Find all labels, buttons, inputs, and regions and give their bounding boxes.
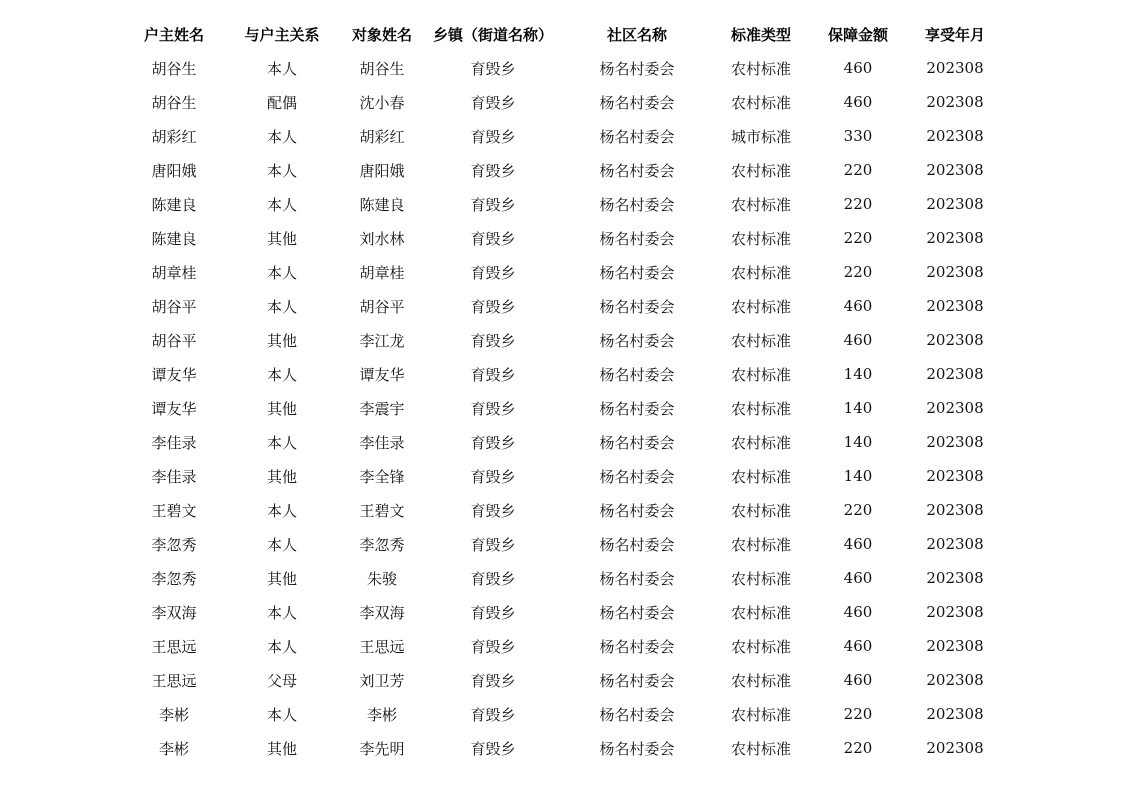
relationship-cell: 本人	[266, 705, 297, 724]
community-cell: 杨名村委会	[599, 535, 675, 554]
header-standard-type: 标准类型	[730, 25, 791, 44]
amount-cell: 460	[843, 603, 873, 621]
amount-cell: 330	[843, 127, 873, 145]
recipient-name-cell: 王思远	[359, 637, 405, 656]
community-cell: 杨名村委会	[599, 467, 675, 486]
month-cell: 202308	[926, 705, 984, 723]
community-cell: 杨名村委会	[599, 705, 675, 724]
amount-cell: 140	[843, 399, 873, 417]
amount-cell: 460	[843, 671, 873, 689]
relationship-cell: 本人	[266, 637, 297, 656]
household-head-name-cell: 胡谷生	[151, 93, 197, 112]
township-cell: 育毁乡	[470, 399, 516, 418]
recipient-name-cell: 李佳录	[359, 433, 405, 452]
recipient-name-cell: 李震宇	[359, 399, 405, 418]
household-head-name-cell: 李佳录	[151, 467, 197, 486]
header-township: 乡镇（街道名称）	[432, 25, 553, 44]
table-row	[120, 595, 1000, 629]
community-cell: 杨名村委会	[599, 637, 675, 656]
table-row	[120, 391, 1000, 425]
community-cell: 杨名村委会	[599, 569, 675, 588]
standard-type-cell: 农村标准	[730, 229, 791, 248]
standard-type-cell: 农村标准	[730, 603, 791, 622]
standard-type-cell: 农村标准	[730, 739, 791, 758]
table-row	[120, 289, 1000, 323]
relationship-cell: 其他	[266, 467, 297, 486]
community-cell: 杨名村委会	[599, 229, 675, 248]
amount-cell: 140	[843, 365, 873, 383]
amount-cell: 220	[843, 263, 873, 281]
relationship-cell: 其他	[266, 331, 297, 350]
township-cell: 育毁乡	[470, 365, 516, 384]
township-cell: 育毁乡	[470, 433, 516, 452]
standard-type-cell: 农村标准	[730, 93, 791, 112]
recipient-name-cell: 谭友华	[359, 365, 405, 384]
recipient-name-cell: 胡章桂	[359, 263, 405, 282]
relationship-cell: 本人	[266, 365, 297, 384]
household-head-name-cell: 王思远	[151, 671, 197, 690]
recipient-name-cell: 唐阳娥	[359, 161, 405, 180]
relationship-cell: 本人	[266, 297, 297, 316]
amount-cell: 460	[843, 93, 873, 111]
month-cell: 202308	[926, 297, 984, 315]
recipient-name-cell: 沈小春	[359, 93, 405, 112]
recipient-name-cell: 李彬	[366, 705, 397, 724]
table-row	[120, 663, 1000, 697]
standard-type-cell: 农村标准	[730, 331, 791, 350]
relationship-cell: 本人	[266, 263, 297, 282]
amount-cell: 220	[843, 229, 873, 247]
recipient-name-cell: 李全锋	[359, 467, 405, 486]
relationship-cell: 本人	[266, 535, 297, 554]
table-row	[120, 51, 1000, 85]
table-row	[120, 323, 1000, 357]
month-cell: 202308	[926, 501, 984, 519]
relationship-cell: 本人	[266, 127, 297, 146]
community-cell: 杨名村委会	[599, 59, 675, 78]
community-cell: 杨名村委会	[599, 331, 675, 350]
month-cell: 202308	[926, 195, 984, 213]
month-cell: 202308	[926, 399, 984, 417]
relationship-cell: 配偶	[266, 93, 297, 112]
community-cell: 杨名村委会	[599, 195, 675, 214]
household-head-name-cell: 胡谷生	[151, 59, 197, 78]
standard-type-cell: 农村标准	[730, 637, 791, 656]
month-cell: 202308	[926, 263, 984, 281]
standard-type-cell: 农村标准	[730, 161, 791, 180]
recipient-name-cell: 朱骏	[366, 569, 397, 588]
month-cell: 202308	[926, 467, 984, 485]
standard-type-cell: 农村标准	[730, 705, 791, 724]
standard-type-cell: 农村标准	[730, 569, 791, 588]
township-cell: 育毁乡	[470, 535, 516, 554]
household-head-name-cell: 胡彩红	[151, 127, 197, 146]
month-cell: 202308	[926, 535, 984, 553]
household-head-name-cell: 胡谷平	[151, 331, 197, 350]
household-head-name-cell: 谭友华	[151, 365, 197, 384]
household-head-name-cell: 李彬	[158, 739, 189, 758]
amount-cell: 220	[843, 739, 873, 757]
standard-type-cell: 农村标准	[730, 467, 791, 486]
month-cell: 202308	[926, 365, 984, 383]
recipient-name-cell: 李忽秀	[359, 535, 405, 554]
standard-type-cell: 农村标准	[730, 671, 791, 690]
township-cell: 育毁乡	[470, 161, 516, 180]
table-row	[120, 255, 1000, 289]
township-cell: 育毁乡	[470, 467, 516, 486]
amount-cell: 220	[843, 705, 873, 723]
township-cell: 育毁乡	[470, 671, 516, 690]
recipient-name-cell: 李江龙	[359, 331, 405, 350]
header-household-head-name: 户主姓名	[143, 25, 204, 44]
township-cell: 育毁乡	[470, 739, 516, 758]
table-row	[120, 697, 1000, 731]
recipient-name-cell: 胡谷平	[359, 297, 405, 316]
table-row	[120, 153, 1000, 187]
table-row	[120, 459, 1000, 493]
standard-type-cell: 农村标准	[730, 399, 791, 418]
table-row	[120, 425, 1000, 459]
amount-cell: 220	[843, 501, 873, 519]
recipient-name-cell: 胡彩红	[359, 127, 405, 146]
month-cell: 202308	[926, 161, 984, 179]
standard-type-cell: 农村标准	[730, 535, 791, 554]
recipient-name-cell: 李先明	[359, 739, 405, 758]
table-row	[120, 357, 1000, 391]
table-row	[120, 221, 1000, 255]
township-cell: 育毁乡	[470, 93, 516, 112]
community-cell: 杨名村委会	[599, 433, 675, 452]
amount-cell: 460	[843, 59, 873, 77]
community-cell: 杨名村委会	[599, 93, 675, 112]
household-head-name-cell: 李佳录	[151, 433, 197, 452]
township-cell: 育毁乡	[470, 127, 516, 146]
amount-cell: 460	[843, 569, 873, 587]
month-cell: 202308	[926, 127, 984, 145]
household-head-name-cell: 李彬	[158, 705, 189, 724]
month-cell: 202308	[926, 671, 984, 689]
relationship-cell: 其他	[266, 569, 297, 588]
month-cell: 202308	[926, 433, 984, 451]
table-row	[120, 629, 1000, 663]
standard-type-cell: 农村标准	[730, 297, 791, 316]
subsidy-roster-table	[120, 17, 1000, 765]
household-head-name-cell: 唐阳娥	[151, 161, 197, 180]
month-cell: 202308	[926, 603, 984, 621]
header-month: 享受年月	[924, 25, 985, 44]
amount-cell: 460	[843, 297, 873, 315]
community-cell: 杨名村委会	[599, 399, 675, 418]
table-row	[120, 731, 1000, 765]
standard-type-cell: 农村标准	[730, 501, 791, 520]
community-cell: 杨名村委会	[599, 297, 675, 316]
township-cell: 育毁乡	[470, 59, 516, 78]
relationship-cell: 本人	[266, 501, 297, 520]
amount-cell: 140	[843, 433, 873, 451]
month-cell: 202308	[926, 59, 984, 77]
amount-cell: 220	[843, 195, 873, 213]
township-cell: 育毁乡	[470, 603, 516, 622]
household-head-name-cell: 谭友华	[151, 399, 197, 418]
standard-type-cell: 城市标准	[730, 127, 791, 146]
relationship-cell: 本人	[266, 59, 297, 78]
township-cell: 育毁乡	[470, 501, 516, 520]
township-cell: 育毁乡	[470, 705, 516, 724]
household-head-name-cell: 王碧文	[151, 501, 197, 520]
township-cell: 育毁乡	[470, 331, 516, 350]
household-head-name-cell: 陈建良	[151, 195, 197, 214]
header-recipient-name: 对象姓名	[351, 25, 412, 44]
recipient-name-cell: 刘卫芳	[359, 671, 405, 690]
table-row	[120, 561, 1000, 595]
community-cell: 杨名村委会	[599, 365, 675, 384]
household-head-name-cell: 李双海	[151, 603, 197, 622]
community-cell: 杨名村委会	[599, 161, 675, 180]
table-row	[120, 493, 1000, 527]
relationship-cell: 本人	[266, 433, 297, 452]
township-cell: 育毁乡	[470, 263, 516, 282]
month-cell: 202308	[926, 739, 984, 757]
table-body	[120, 51, 1000, 765]
household-head-name-cell: 李忽秀	[151, 535, 197, 554]
household-head-name-cell: 胡谷平	[151, 297, 197, 316]
recipient-name-cell: 王碧文	[359, 501, 405, 520]
amount-cell: 460	[843, 331, 873, 349]
table-row	[120, 119, 1000, 153]
standard-type-cell: 农村标准	[730, 263, 791, 282]
recipient-name-cell: 陈建良	[359, 195, 405, 214]
month-cell: 202308	[926, 637, 984, 655]
recipient-name-cell: 胡谷生	[359, 59, 405, 78]
header-relationship: 与户主关系	[244, 25, 320, 44]
community-cell: 杨名村委会	[599, 603, 675, 622]
relationship-cell: 其他	[266, 739, 297, 758]
household-head-name-cell: 胡章桂	[151, 263, 197, 282]
township-cell: 育毁乡	[470, 569, 516, 588]
header-row	[120, 17, 1000, 51]
township-cell: 育毁乡	[470, 195, 516, 214]
table-row	[120, 85, 1000, 119]
recipient-name-cell: 刘水林	[359, 229, 405, 248]
relationship-cell: 本人	[266, 195, 297, 214]
month-cell: 202308	[926, 229, 984, 247]
township-cell: 育毁乡	[470, 297, 516, 316]
community-cell: 杨名村委会	[599, 263, 675, 282]
table-row	[120, 527, 1000, 561]
standard-type-cell: 农村标准	[730, 365, 791, 384]
standard-type-cell: 农村标准	[730, 59, 791, 78]
month-cell: 202308	[926, 569, 984, 587]
relationship-cell: 其他	[266, 399, 297, 418]
relationship-cell: 本人	[266, 161, 297, 180]
amount-cell: 460	[843, 637, 873, 655]
relationship-cell: 本人	[266, 603, 297, 622]
month-cell: 202308	[926, 331, 984, 349]
community-cell: 杨名村委会	[599, 501, 675, 520]
month-cell: 202308	[926, 93, 984, 111]
amount-cell: 460	[843, 535, 873, 553]
header-amount: 保障金额	[827, 25, 888, 44]
table-header	[120, 17, 1000, 51]
township-cell: 育毁乡	[470, 637, 516, 656]
amount-cell: 220	[843, 161, 873, 179]
relationship-cell: 其他	[266, 229, 297, 248]
household-head-name-cell: 李忽秀	[151, 569, 197, 588]
header-community: 社区名称	[606, 25, 667, 44]
household-head-name-cell: 陈建良	[151, 229, 197, 248]
township-cell: 育毁乡	[470, 229, 516, 248]
household-head-name-cell: 王思远	[151, 637, 197, 656]
amount-cell: 140	[843, 467, 873, 485]
community-cell: 杨名村委会	[599, 671, 675, 690]
community-cell: 杨名村委会	[599, 127, 675, 146]
recipient-name-cell: 李双海	[359, 603, 405, 622]
community-cell: 杨名村委会	[599, 739, 675, 758]
table-row	[120, 187, 1000, 221]
standard-type-cell: 农村标准	[730, 433, 791, 452]
standard-type-cell: 农村标准	[730, 195, 791, 214]
relationship-cell: 父母	[266, 671, 297, 690]
